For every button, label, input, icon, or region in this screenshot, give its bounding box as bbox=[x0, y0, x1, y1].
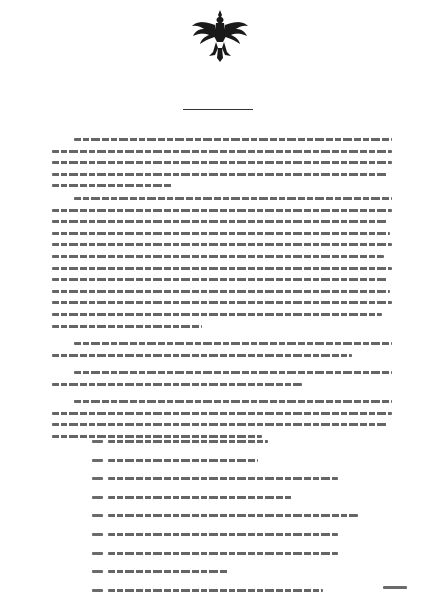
paragraph-background bbox=[52, 138, 392, 196]
list-item-number bbox=[92, 552, 103, 555]
header-divider bbox=[183, 109, 253, 110]
list-item-number bbox=[92, 459, 103, 462]
list-item bbox=[108, 589, 323, 592]
list-item bbox=[108, 496, 293, 499]
list-item-number bbox=[92, 477, 103, 480]
list-item bbox=[108, 477, 338, 480]
list-item-number bbox=[92, 496, 103, 499]
list-item-number bbox=[92, 440, 103, 443]
list-item-number bbox=[92, 589, 103, 592]
garuda-emblem-icon bbox=[189, 8, 251, 64]
list-item bbox=[108, 570, 228, 573]
paragraph-item-1 bbox=[52, 342, 392, 365]
list-item-number bbox=[92, 533, 103, 536]
list-item bbox=[108, 533, 338, 536]
paragraph-item-2 bbox=[52, 371, 392, 394]
list-item bbox=[108, 552, 338, 555]
list-item bbox=[108, 514, 358, 517]
list-item-number bbox=[92, 570, 103, 573]
list-item-number bbox=[92, 514, 103, 517]
continued-mark bbox=[383, 586, 407, 589]
list-item bbox=[108, 440, 268, 443]
paragraph-legal-basis bbox=[52, 197, 392, 336]
list-item bbox=[108, 459, 258, 462]
